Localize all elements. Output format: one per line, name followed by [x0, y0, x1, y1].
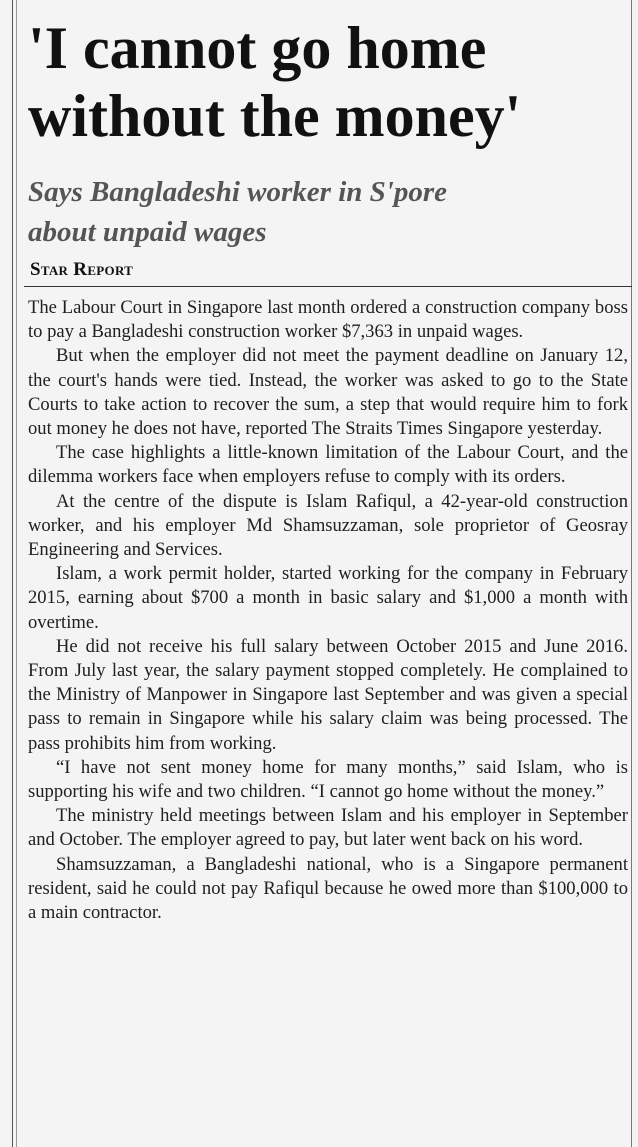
paragraph: “I have not sent money home for many months,” said Islam, who is supporting his wife and two children. “I cannot go home without the money.” — [28, 756, 628, 803]
paragraph: Shamsuzzaman, a Bangladeshi national, who is a Singapore permanent resident, said he could not pay Rafiqul because he owed more than $100,000 to a main contractor. — [28, 853, 628, 924]
subheadline-line-1: Says Bangladeshi worker in S'pore — [28, 176, 447, 208]
column-rule-left-inner — [16, 0, 17, 1147]
paragraph: The Labour Court in Singapore last month ordered a construction company boss to pay a Bangladeshi construction worker $7,363 in unpaid wages. — [28, 297, 628, 343]
paragraph: Islam, a work permit holder, started working for the company in February 2015, earning about $700 a month in basic salary and $1,000 a month with overtime. — [28, 563, 628, 633]
paragraph: At the centre of the dispute is Islam Rafiqul, a 42-year-old construction worker, and his employer Md Shamsuzzaman, sole proprietor of Geosray Engineering and Services. — [28, 490, 628, 561]
headline-line-1: 'I cannot go home — [28, 15, 487, 81]
article-body — [28, 296, 628, 925]
byline-divider — [24, 286, 632, 287]
paragraph: But when the employer did not meet the payment deadline on January 12, the court's hands were tied. Instead, the worker was asked to go to the State Courts to take action to recover the sum, a step that would require him to fork out money he does not have, reported The Straits Times Singapore yesterday. — [28, 345, 628, 440]
subheadline-line-2: about unpaid wages — [28, 216, 267, 248]
headline-line-2: without the money' — [28, 83, 522, 149]
column-rule-left — [12, 0, 13, 1147]
byline: Star Report — [30, 259, 134, 280]
paragraph: The case highlights a little-known limitation of the Labour Court, and the dilemma workers face when employers refuse to comply with its orders. — [28, 442, 628, 488]
headline — [28, 14, 628, 150]
column-rule-right — [631, 0, 632, 1147]
subheadline — [28, 172, 628, 252]
paragraph: He did not receive his full salary between October 2015 and June 2016. From July last year, the salary payment stopped completely. He complained to the Ministry of Manpower in Singapore last September and was given a special pass to remain in Singapore while his salary claim was being processed. The pass prohibits him from working. — [28, 635, 628, 754]
paragraph: The ministry held meetings between Islam and his employer in September and October. The employer agreed to pay, but later went back on his word. — [28, 805, 628, 851]
